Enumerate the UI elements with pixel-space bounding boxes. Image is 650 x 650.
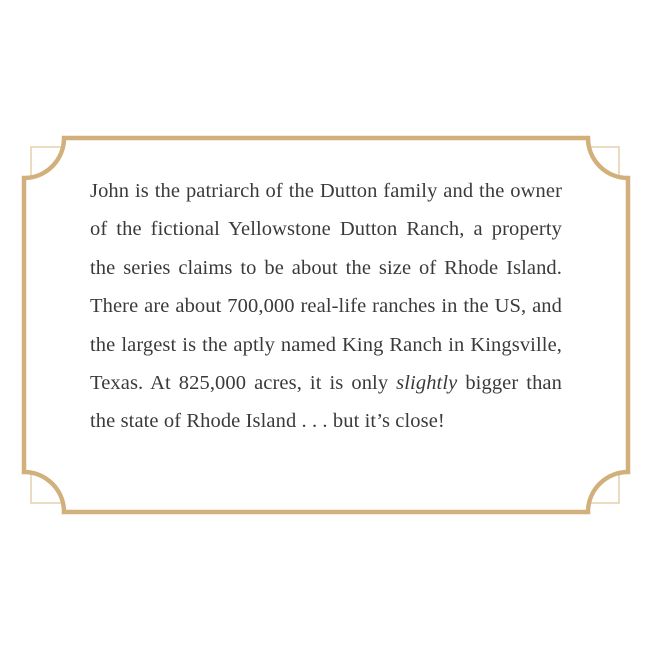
paragraph-emphasis: slightly [396,372,458,395]
story-paragraph [90,172,562,441]
paragraph-text [90,172,562,441]
paragraph-part-2: bigger than the state of Rhode Island . . . but it’s close! [90,372,562,433]
paragraph-part-1: John is the patriarch of the Dutton family and the owner of the fictional Yellowstone Dutton Ranch, a property the series claims to be about the size of Rhode Island. There are about 700,000 real-life ranches in the US, and the largest is the aptly named King Ranch in Kingsville, Texas. At 825,000 acres, it is only [90,180,562,395]
